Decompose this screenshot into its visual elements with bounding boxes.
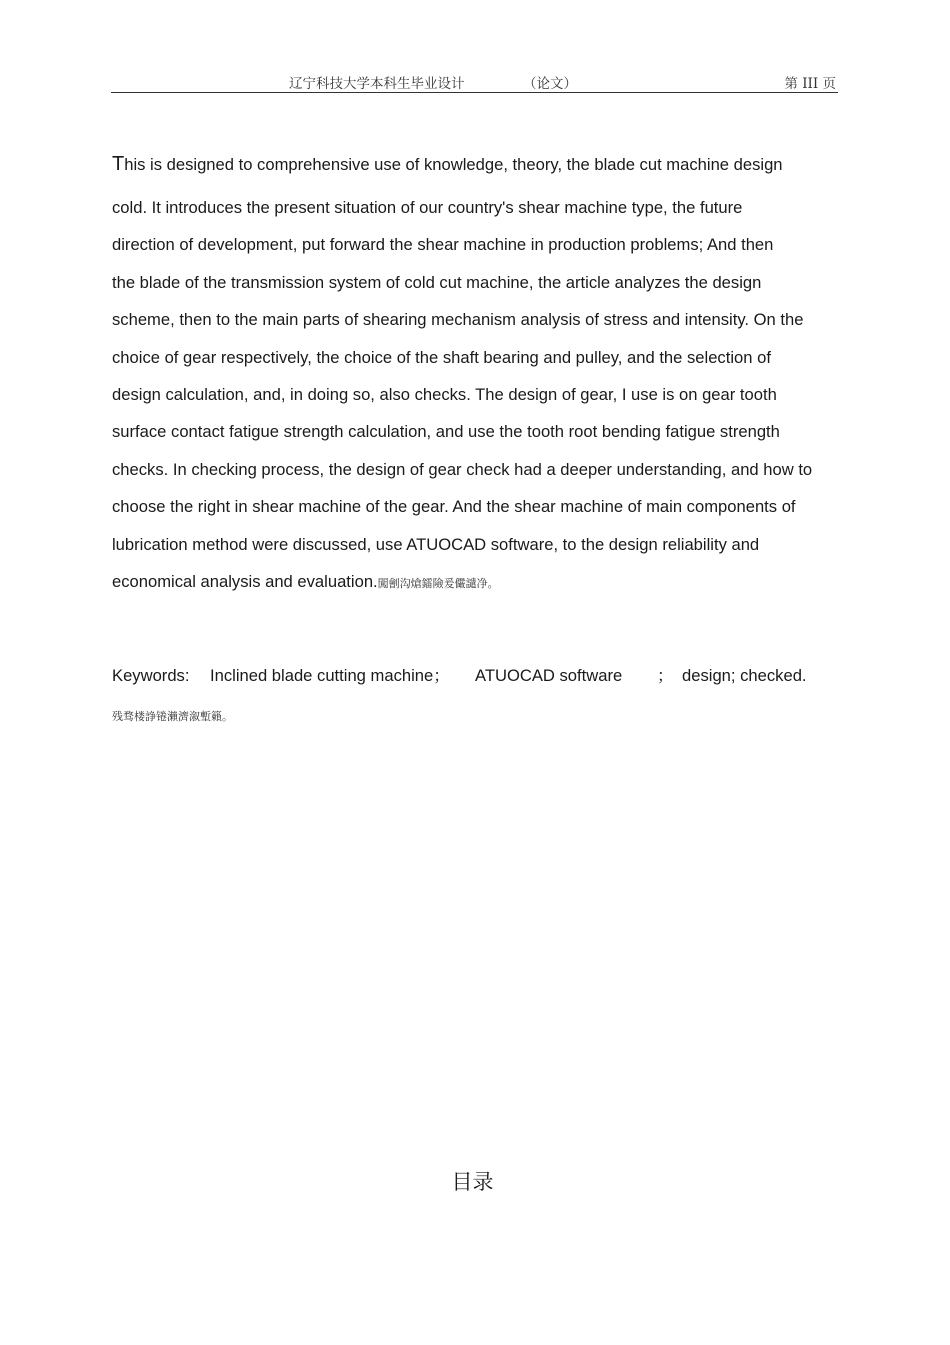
abstract-line-text: his is designed to comprehensive use of knowledge, theory, the blade cut machine design xyxy=(124,155,783,174)
header-page-number: 第 III 页 xyxy=(784,76,836,92)
abstract-line: design calculation, and, in doing so, also checks. The design of gear, I use is on gear tooth xyxy=(112,385,777,404)
abstract-line: choose the right in shear machine of the gear. And the shear machine of main components of xyxy=(112,497,796,516)
abstract-line xyxy=(112,572,499,594)
abstract-line-text: economical analysis and evaluation. xyxy=(112,572,378,591)
abstract-line: cold. It introduces the present situation of our country's shear machine type, the future xyxy=(112,198,743,217)
keyword-item: design; checked. xyxy=(682,666,807,685)
abstract-line: surface contact fatigue strength calculation, and use the tooth root bending fatigue strength xyxy=(112,422,780,441)
abstract-line: choice of gear respectively, the choice of the shaft bearing and pulley, and the selection of xyxy=(112,348,771,367)
abstract-first-letter: T xyxy=(112,153,125,175)
abstract-line: the blade of the transmission system of cold cut machine, the article analyzes the design xyxy=(112,273,762,292)
keyword-separator: ； xyxy=(657,666,674,685)
header-title: 辽宁科技大学本科生毕业设计 xyxy=(289,76,465,92)
toc-title: 目录 xyxy=(451,1170,494,1194)
garbled-text-line: 残骛楼諍锩瀨濟溆塹籟。 xyxy=(112,710,233,723)
header-suffix: （论文） xyxy=(523,76,577,92)
keyword-item: ATUOCAD software xyxy=(475,666,623,685)
abstract-trailing-garble: 闖劊沟熗鐳險爰儼譴净。 xyxy=(377,577,499,590)
abstract-line: checks. In checking process, the design of gear check had a deeper understanding, and how to xyxy=(112,460,813,479)
page-header xyxy=(111,68,838,93)
abstract-line: scheme, then to the main parts of shearing mechanism analysis of stress and intensity. On the xyxy=(112,310,804,329)
abstract-line xyxy=(112,154,783,175)
keywords-label: Keywords: xyxy=(112,666,190,685)
abstract-line: lubrication method were discussed, use ATUOCAD software, to the design reliability and xyxy=(112,535,760,554)
abstract-line: direction of development, put forward the shear machine in production problems; And then xyxy=(112,235,774,254)
keyword-item: Inclined blade cutting machine； xyxy=(210,666,450,685)
